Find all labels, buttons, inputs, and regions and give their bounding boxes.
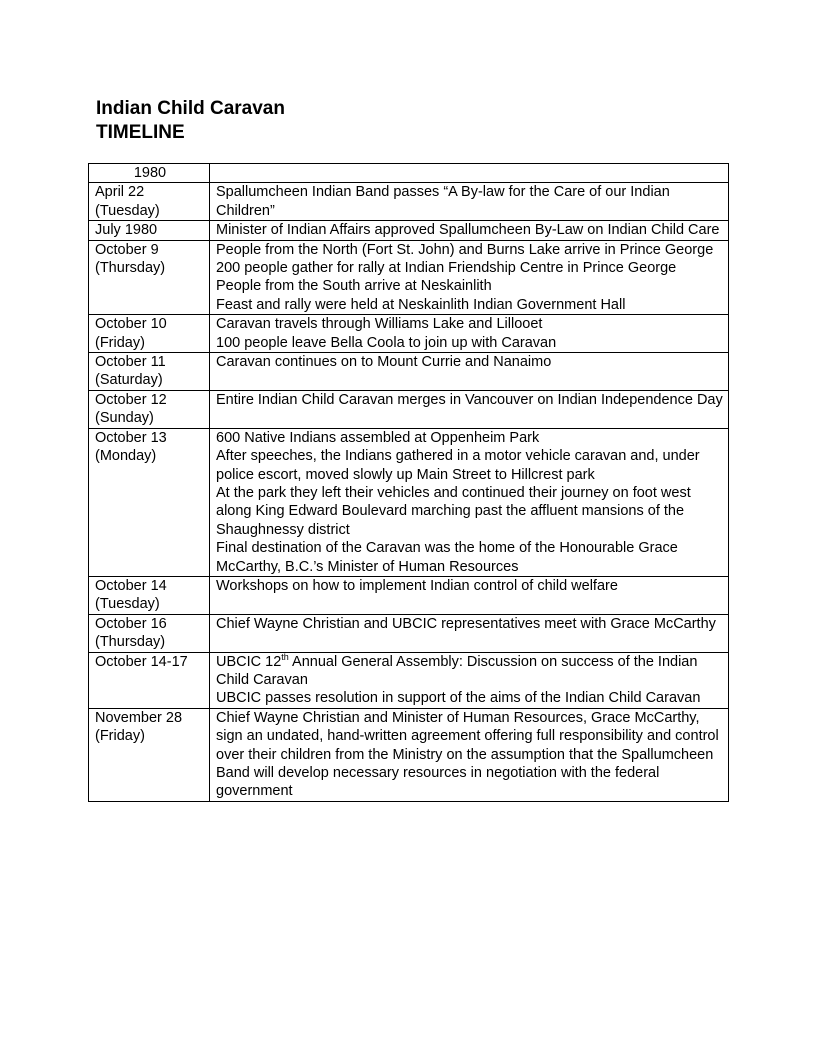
timeline-row [89, 183, 729, 221]
date-cell [89, 240, 210, 315]
events-cell [210, 428, 729, 576]
date-text: October 9 [95, 241, 159, 258]
date-text: October 14 [95, 577, 167, 594]
event-text: Chief Wayne Christian and Minister of Human Resources, Grace McCarthy, sign an undated, hand-written agreement offering full responsibility and control over their children from the Ministry on the assumption that the Spallumcheen Band will develop necessary resources in negotiation with the federal government [216, 709, 719, 800]
date-cell [89, 652, 210, 708]
timeline-row [89, 614, 729, 652]
event-text: People from the South arrive at Neskainlith [216, 278, 492, 295]
date-text: (Thursday) [95, 634, 166, 651]
event-text: UBCIC passes resolution in support of the aims of the Indian Child Caravan [216, 690, 701, 707]
date-text: October 12 [95, 391, 167, 408]
events-cell [210, 708, 729, 801]
timeline-row [89, 240, 729, 315]
date-cell [89, 576, 210, 614]
date-text: (Monday) [95, 448, 157, 465]
timeline-body [89, 164, 729, 802]
date-text: April 22 [95, 184, 145, 201]
timeline-row [89, 221, 729, 240]
event-text: Workshops on how to implement Indian control of child welfare [216, 577, 618, 594]
event-text: At the park they left their vehicles and continued their journey on foot west along King Edward Boulevard marching past the affluent mansions of the Shaughnessy district [216, 484, 691, 538]
date-text: (Thursday) [95, 260, 166, 277]
document-subtitle: TIMELINE [96, 122, 185, 143]
event-text: Feast and rally were held at Neskainlith Indian Government Hall [216, 296, 626, 313]
events-cell [210, 221, 729, 240]
date-text: (Tuesday) [95, 596, 160, 613]
date-text: (Saturday) [95, 372, 163, 389]
date-cell [89, 614, 210, 652]
event-text: Final destination of the Caravan was the home of the Honourable Grace McCarthy, B.C.’s Minister of Human Resources [216, 540, 678, 575]
timeline-row [89, 353, 729, 391]
events-cell [210, 614, 729, 652]
date-cell [89, 183, 210, 221]
date-text: July 1980 [95, 222, 158, 239]
date-cell [89, 428, 210, 576]
event-text: Spallumcheen Indian Band passes “A By-law for the Care of our Indian Children” [216, 184, 670, 219]
date-text: October 16 [95, 615, 167, 632]
events-cell [210, 353, 729, 391]
event-text: Caravan continues on to Mount Currie and Nanaimo [216, 354, 552, 371]
date-cell [89, 708, 210, 801]
timeline-row [89, 576, 729, 614]
event-text: After speeches, the Indians gathered in a motor vehicle caravan and, under police escort, moved slowly up Main Street to Hillcrest park [216, 448, 700, 483]
date-cell [89, 315, 210, 353]
year-cell: 1980 [89, 164, 210, 183]
event-text: 100 people leave Bella Coola to join up with Caravan [216, 334, 557, 351]
timeline-row [89, 428, 729, 576]
timeline-row [89, 390, 729, 428]
timeline-row [89, 315, 729, 353]
date-text: October 14-17 [95, 653, 188, 670]
events-cell [210, 390, 729, 428]
date-text: (Friday) [95, 728, 145, 745]
date-text: October 13 [95, 429, 167, 446]
event-text: Caravan travels through Williams Lake and Lillooet [216, 316, 543, 333]
events-cell [210, 652, 729, 708]
event-text: Minister of Indian Affairs approved Spallumcheen By-Law on Indian Child Care [216, 222, 720, 239]
timeline-table [88, 163, 729, 802]
title-block [96, 97, 285, 145]
events-cell [210, 576, 729, 614]
ordinal-suffix: th [281, 651, 289, 662]
timeline-row [89, 652, 729, 708]
event-text: Chief Wayne Christian and UBCIC representatives meet with Grace McCarthy [216, 615, 716, 632]
date-text: October 11 [95, 354, 166, 371]
events-cell [210, 240, 729, 315]
timeline-row [89, 708, 729, 801]
date-text: (Tuesday) [95, 202, 160, 219]
date-text: November 28 [95, 709, 183, 726]
document-title: Indian Child Caravan [96, 98, 285, 119]
event-text: 600 Native Indians assembled at Oppenheim Park [216, 429, 540, 446]
date-text: (Friday) [95, 334, 145, 351]
event-text: 200 people gather for rally at Indian Friendship Centre in Prince George [216, 260, 677, 277]
date-text: (Sunday) [95, 410, 154, 427]
date-cell [89, 221, 210, 240]
header-empty-cell [210, 164, 729, 183]
event-text: People from the North (Fort St. John) and Burns Lake arrive in Prince George [216, 241, 714, 258]
events-cell [210, 183, 729, 221]
event-text: Entire Indian Child Caravan merges in Vancouver on Indian Independence Day [216, 391, 723, 408]
year-header-row [89, 164, 729, 183]
date-text: October 10 [95, 316, 167, 333]
date-cell [89, 353, 210, 391]
date-cell [89, 390, 210, 428]
events-cell [210, 315, 729, 353]
event-text: UBCIC 12th Annual General Assembly: Discussion on success of the Indian Child Caravan [216, 651, 698, 688]
